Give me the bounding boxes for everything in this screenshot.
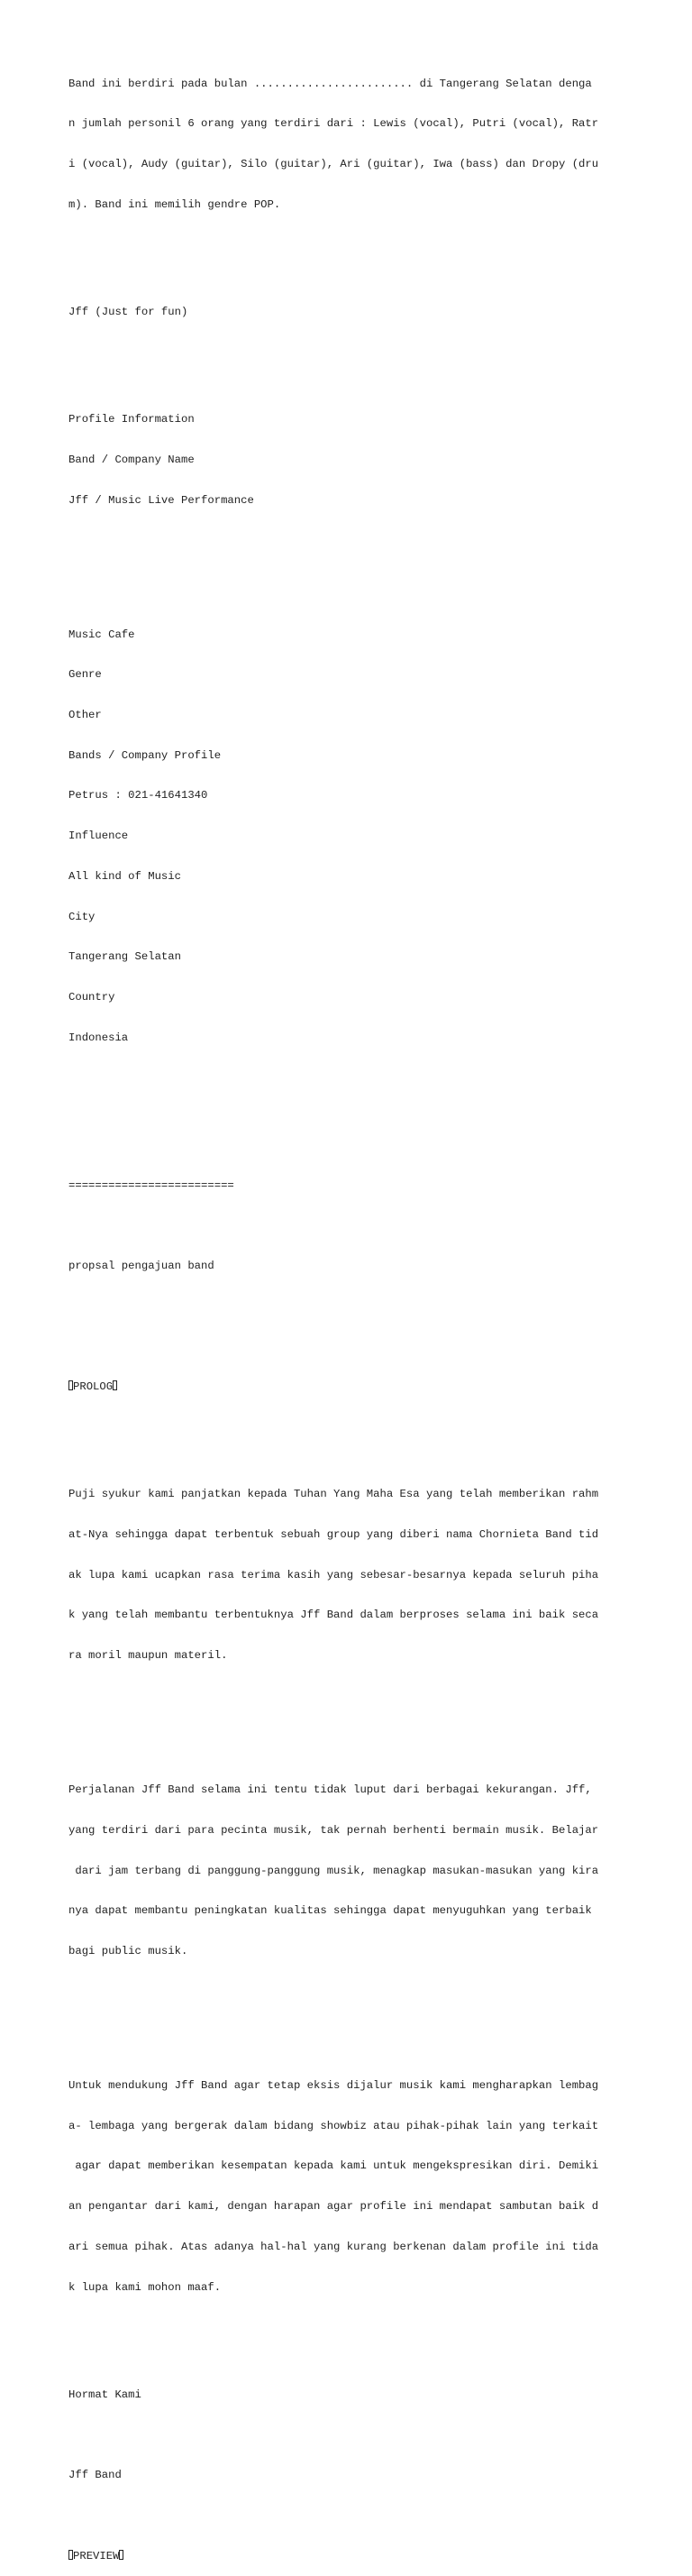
separator-line: ========================= [68, 1178, 234, 1192]
detail-line: Bands / Company Profile [68, 748, 222, 762]
paragraph-line: k lupa kami mohon maaf. [68, 2280, 222, 2294]
paragraph-line: ak lupa kami ucapkan rasa terima kasih yang sebesar-besarnya kepada seluruh piha [68, 1568, 599, 1581]
prolog-heading [68, 1380, 609, 1394]
detail-line: Other [68, 709, 102, 722]
paragraph-line: an pengantar dari kami, dengan harapan agar profile ini mendapat sambutan baik d [68, 2200, 599, 2214]
detail-line: Genre [68, 668, 102, 682]
intro-line: n jumlah personil 6 orang yang terdiri dari : Lewis (vocal), Putri (vocal), Ratr [68, 117, 599, 131]
paragraph-line: ari semua pihak. Atas adanya hal-hal yang kurang berkenan dalam profile ini tida [68, 2240, 599, 2253]
profile-line: Band / Company Name [68, 453, 195, 466]
document-body [68, 23, 609, 2576]
paragraph-line: k yang telah membantu terbentuknya Jff Band dalam berproses selama ini baik seca [68, 1609, 599, 1622]
paragraph-line: nya dapat membantu peningkatan kualitas sehingga dapat menyuguhkan yang terbaik [68, 1904, 592, 1918]
paragraph-line: agar dapat memberikan kesempatan kepada kami untuk mengekspresikan diri. Demiki [68, 2159, 599, 2173]
detail-line: All kind of Music [68, 869, 181, 883]
detail-line: Indonesia [68, 1031, 129, 1044]
prolog-heading-text: PROLOG [73, 1380, 114, 1394]
detail-line: Tangerang Selatan [68, 950, 181, 964]
right-bracket-glyph [119, 2550, 123, 2560]
details-block [68, 601, 609, 1072]
prolog-paragraph-2 [68, 1756, 609, 1985]
prolog-paragraph-1 [68, 1461, 609, 1689]
detail-line: Music Cafe [68, 628, 135, 641]
signature-line: Jff Band [68, 2469, 122, 2482]
paragraph-line: Puji syukur kami panjatkan kepada Tuhan Yang Maha Esa yang telah memberikan rahm [68, 1488, 599, 1501]
closing-line: Hormat Kami [68, 2388, 141, 2401]
paragraph-line: at-Nya sehingga dapat terbentuk sebuah group yang diberi nama Chornieta Band tid [68, 1528, 599, 1541]
detail-line: Petrus : 021-41641340 [68, 789, 208, 802]
paragraph-line: Perjalanan Jff Band selama ini tentu tidak luput dari berbagai kekurangan. Jff, [68, 1783, 592, 1797]
intro-line: i (vocal), Audy (guitar), Silo (guitar), Ari (guitar), Iwa (bass) dan Dropy (dru [68, 158, 599, 171]
jff-line: Jff (Just for fun) [68, 305, 188, 318]
proposal-title: propsal pengajuan band [68, 1259, 214, 1272]
right-bracket-glyph [113, 1380, 117, 1390]
prolog-paragraph-3 [68, 2052, 609, 2321]
paragraph-line: dari jam terbang di panggung-panggung musik, menagkap masukan-masukan yang kira [68, 1864, 599, 1877]
profile-block [68, 386, 609, 534]
paragraph-line: a- lembaga yang bergerak dalam bidang showbiz atau pihak-pihak lain yang terkait [68, 2119, 599, 2132]
paragraph-line: bagi public musik. [68, 1944, 188, 1957]
intro-paragraph [68, 50, 609, 239]
intro-line: Band ini berdiri pada bulan ........................ di Tangerang Selatan denga [68, 77, 592, 90]
paragraph-line: yang terdiri dari para pecinta musik, tak pernah berhenti bermain musik. Belajar [68, 1823, 599, 1837]
preview-heading [68, 2550, 609, 2563]
paragraph-line: ra moril maupun materil. [68, 1649, 228, 1663]
detail-line: Influence [68, 830, 129, 843]
intro-line: m). Band ini memilih gendre POP. [68, 197, 281, 211]
paragraph-line: Untuk mendukung Jff Band agar tetap eksis dijalur musik kami mengharapkan lembag [68, 2078, 599, 2092]
profile-line: Jff / Music Live Performance [68, 493, 254, 507]
profile-line: Profile Information [68, 413, 195, 426]
detail-line: City [68, 910, 96, 923]
detail-line: Country [68, 990, 115, 1004]
preview-heading-text: PREVIEW [73, 2549, 120, 2562]
